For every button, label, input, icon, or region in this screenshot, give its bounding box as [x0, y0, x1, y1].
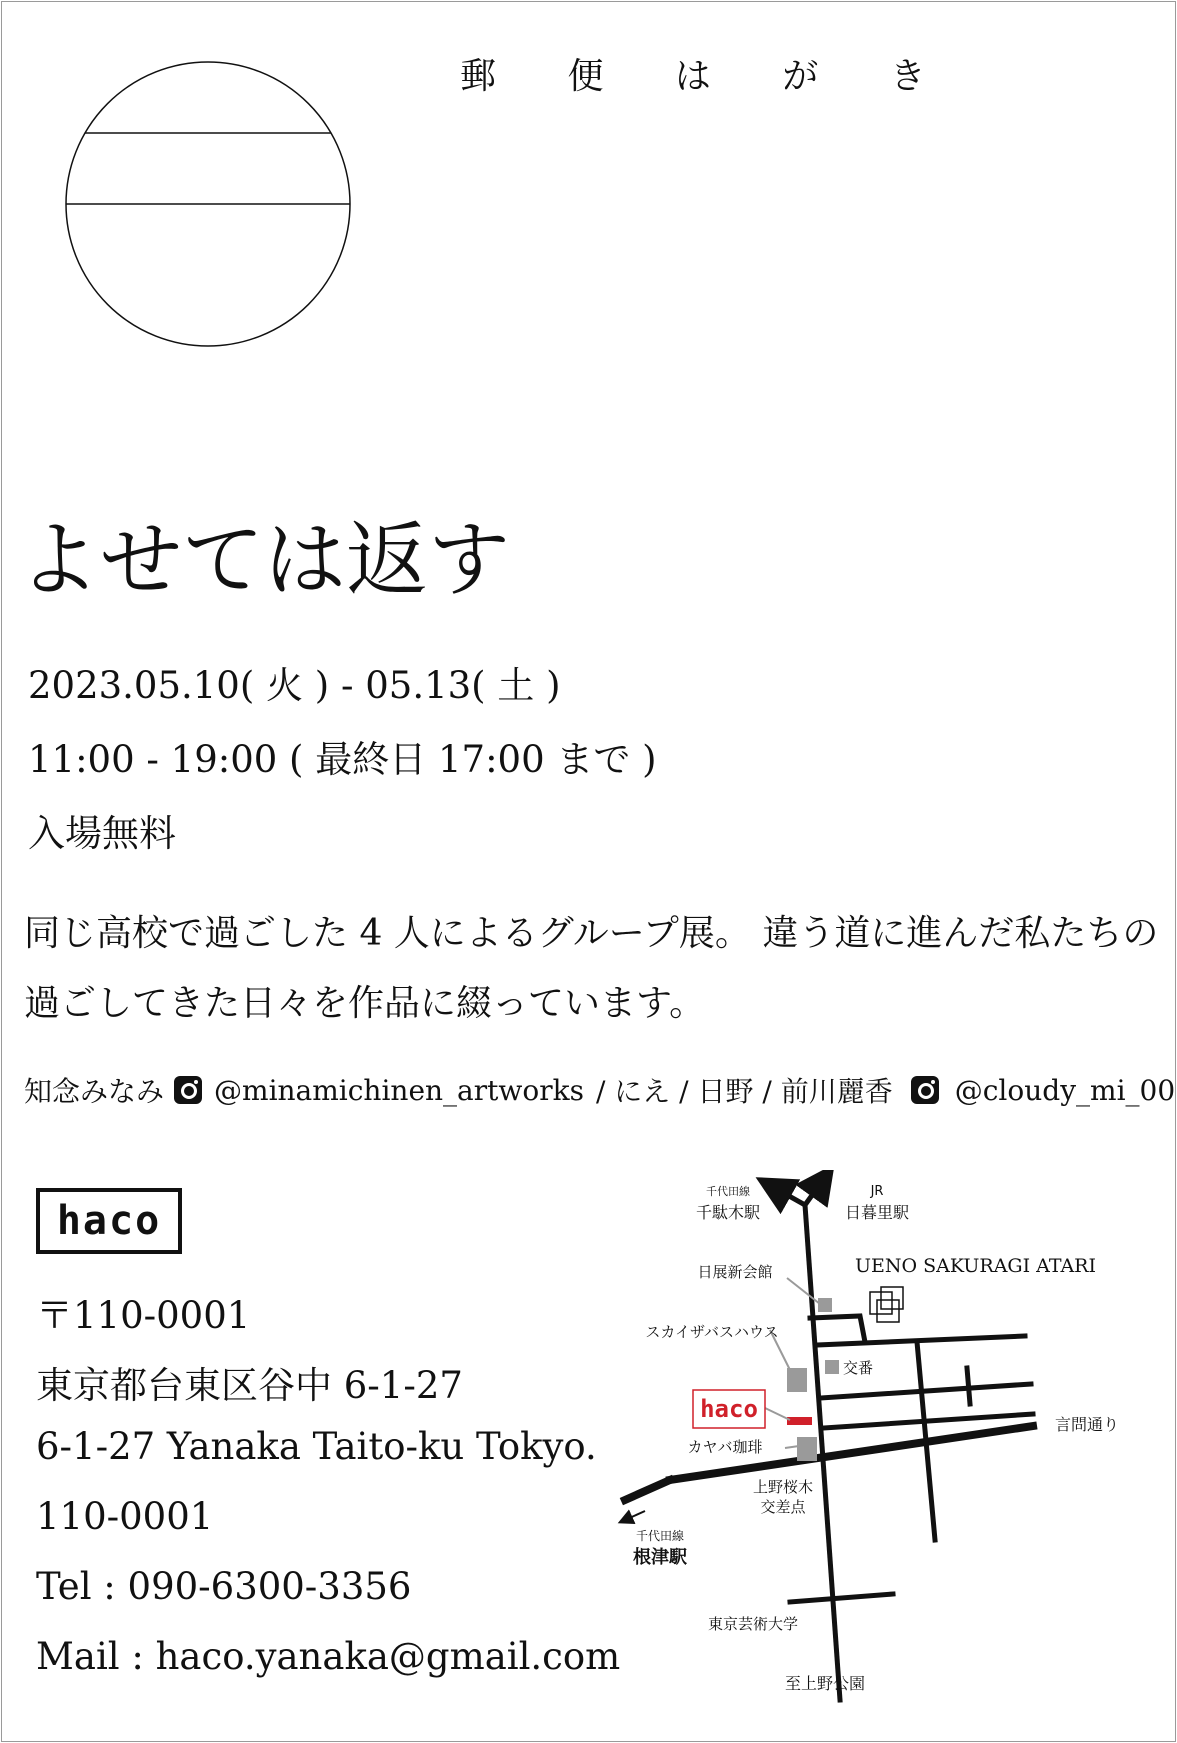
artist-name: 知念みなみ: [24, 1075, 165, 1108]
map-label-kototoi: 言問通り: [1055, 1415, 1120, 1434]
map-label-ueno-park: 至上野公園: [784, 1674, 866, 1693]
map-label-scai: スカイザバスハウス: [645, 1323, 779, 1341]
map-label-intersection: 交差点: [760, 1498, 806, 1516]
map-label-intersection: 上野桜木: [752, 1478, 814, 1496]
admission: 入場無料: [28, 812, 176, 855]
map-haco-label: haco: [700, 1395, 758, 1423]
map-label-station: 根津駅: [633, 1547, 687, 1568]
description-line-2: 過ごしてきた日々を作品に綴っています。: [24, 983, 706, 1024]
artist-credits: [24, 1070, 1175, 1110]
instagram-handle[interactable]: @minamichinen_artworks: [214, 1073, 584, 1107]
map-label-atari: UENO SAKURAGI ATARI: [855, 1255, 1096, 1277]
map-label-koban: 交番: [843, 1359, 874, 1377]
postal-code-english: 110-0001: [36, 1495, 214, 1538]
venue-logo: haco: [36, 1188, 182, 1254]
postcard-label: 郵 便 は が き: [460, 56, 956, 97]
stamp-circle: [65, 61, 351, 347]
exhibition-date: 2023.05.10( 火 ) - 05.13( 土 ): [28, 664, 561, 707]
map-label-line: 千代田線: [706, 1185, 750, 1198]
map-label-line: JR: [870, 1184, 884, 1199]
map-label-kayaba: カヤバ珈琲: [687, 1438, 763, 1456]
email[interactable]: Mail : haco.yanaka@gmail.com: [36, 1635, 621, 1678]
postal-code: 〒110-0001: [36, 1294, 251, 1337]
map-label-station: 日暮里駅: [844, 1203, 910, 1222]
exhibition-title: よせては返す: [18, 513, 511, 608]
map-label-station: 千駄木駅: [695, 1203, 761, 1222]
telephone: Tel : 090-6300-3356: [36, 1565, 412, 1608]
haco-location-marker: [787, 1417, 812, 1425]
map-label-line: 千代田線: [635, 1529, 685, 1543]
map-label-nitten: 日展新会館: [697, 1263, 773, 1281]
instagram-handle[interactable]: @cloudy_mi_00: [954, 1073, 1176, 1107]
map-labels: [633, 1184, 1119, 1693]
exhibition-hours: 11:00 - 19:00 ( 最終日 17:00 まで ): [28, 738, 657, 781]
map-label-geidai: 東京芸術大学: [707, 1615, 799, 1633]
instagram-icon: [911, 1076, 939, 1104]
instagram-icon: [174, 1076, 202, 1104]
description-line-1: 同じ高校で過ごした 4 人によるグループ展。 違う道に進んだ私たちの: [24, 913, 1159, 954]
address-english: 6-1-27 Yanaka Taito-ku Tokyo.: [36, 1425, 597, 1468]
address-japanese: 東京都台東区谷中 6-1-27: [36, 1364, 463, 1407]
artist-names: / にえ / 日野 / 前川麗香: [595, 1075, 893, 1108]
access-map: [615, 1170, 1165, 1710]
